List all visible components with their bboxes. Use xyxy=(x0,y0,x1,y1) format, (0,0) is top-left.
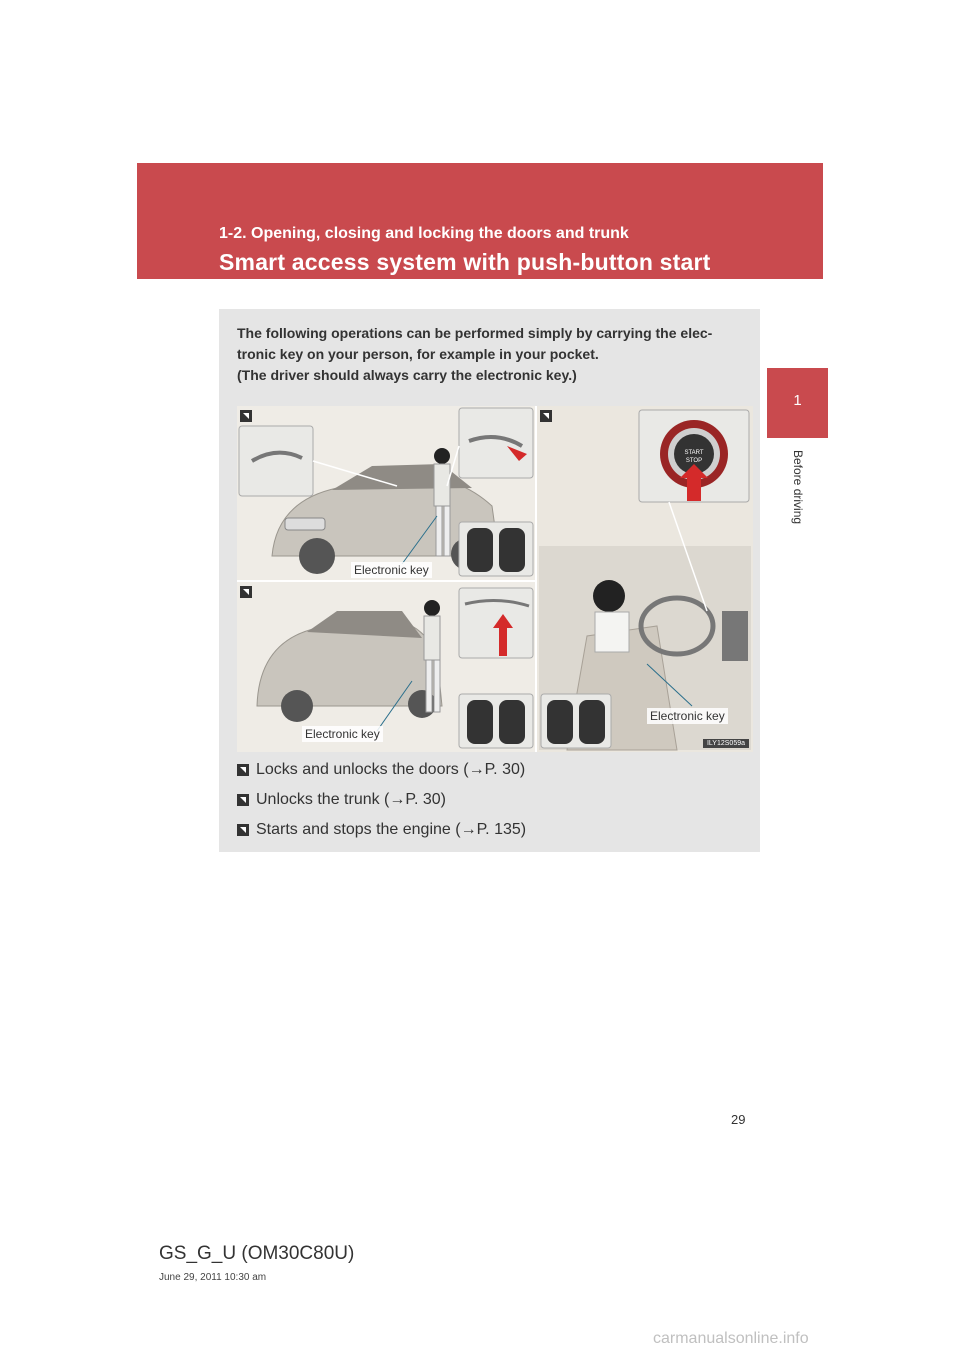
stop-label: STOP xyxy=(685,458,703,464)
callout-electronic-key-1: Electronic key xyxy=(351,562,432,578)
illustration xyxy=(237,406,753,752)
inset-handle-right xyxy=(459,408,533,478)
intro-line-2: tronic key on your person, for example in your pocket. xyxy=(237,346,599,362)
panel-marker-1 xyxy=(240,410,252,422)
watermark: carmanualsonline.info xyxy=(653,1330,809,1347)
page-title: Smart access system with push-button start xyxy=(219,249,711,275)
list-item-text: Locks and unlocks the doors (→P. 30) xyxy=(256,761,526,778)
chapter-side-label-text: Before driving xyxy=(791,450,805,525)
document-code: GS_G_U (OM30C80U) xyxy=(159,1243,355,1264)
person-1-drawing xyxy=(434,448,450,556)
document-date: June 29, 2011 10:30 am xyxy=(159,1272,267,1283)
list-marker-3 xyxy=(237,824,249,836)
illustration-drawing xyxy=(237,406,753,752)
chapter-number: 1 xyxy=(793,392,802,409)
section-label: 1-2. Opening, closing and locking the doors and trunk xyxy=(219,225,629,242)
list-item-text: Unlocks the trunk (→P. 30) xyxy=(256,791,447,808)
start-label: START xyxy=(684,450,704,456)
panel-marker-3 xyxy=(540,410,552,422)
intro-line-3: (The driver should always carry the electronic key.) xyxy=(237,367,577,383)
illustration-code: ILY12S059a xyxy=(703,739,749,748)
callout-electronic-key-2: Electronic key xyxy=(302,726,383,742)
panel-marker-2 xyxy=(240,586,252,598)
list-marker-2 xyxy=(237,794,249,806)
chapter-side-label xyxy=(768,450,828,590)
content-box xyxy=(219,309,760,852)
list-item-text: Starts and stops the engine (→P. 135) xyxy=(256,821,527,838)
inset-handle-left xyxy=(239,426,313,496)
page-number: 29 xyxy=(731,1112,746,1127)
list-marker-1 xyxy=(237,764,249,776)
inset-trunk xyxy=(459,588,533,658)
chapter-tab xyxy=(767,368,828,438)
intro-line-1: The following operations can be performed simply by carrying the elec- xyxy=(237,325,713,341)
intro-text xyxy=(237,323,749,386)
callout-electronic-key-3: Electronic key xyxy=(647,708,728,724)
person-2-drawing xyxy=(424,600,440,712)
chapter-header xyxy=(137,163,823,279)
